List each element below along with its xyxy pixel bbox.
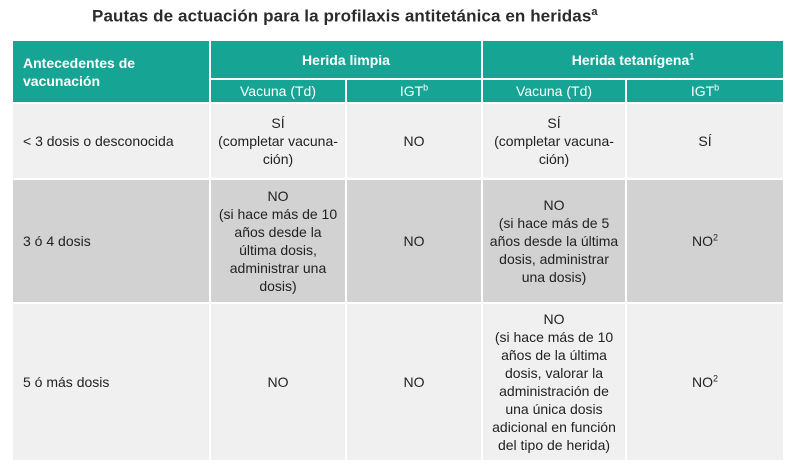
cell-tetanus-vaccine: SÍ (completar vacuna- ción): [482, 103, 626, 179]
title-footnote-marker: a: [591, 6, 598, 18]
table-row: [12, 303, 784, 461]
table-row: [12, 103, 784, 179]
header-clean-wound: Herida limpia: [210, 40, 482, 79]
subheader-clean-igt: IGT$^b$: [346, 79, 482, 103]
row-label-3-4-doses: 3 ó 4 dosis: [12, 179, 210, 303]
prophylaxis-table: [11, 39, 785, 462]
subheader-tetanus-igt: IGT$^b$: [626, 79, 784, 103]
cell-tetanus-igt: $NO^2$: [626, 303, 784, 461]
subheader-clean-vaccine: Vacuna (Td): [210, 79, 346, 103]
cell-clean-igt: NO: [346, 303, 482, 461]
row-label-5-plus-doses: 5 ó más dosis: [12, 303, 210, 461]
cell-clean-igt: NO: [346, 179, 482, 303]
table-row: [12, 179, 784, 303]
cell-tetanus-vaccine: NO (si hace más de 5 años desde la última dosis, administrar una dosis): [482, 179, 626, 303]
cell-clean-vaccine: NO (si hace más de 10 años desde la última dosis, administrar una dosis): [210, 179, 346, 303]
cell-clean-igt: NO: [346, 103, 482, 179]
subheader-tetanus-vaccine: Vacuna (Td): [482, 79, 626, 103]
cell-clean-vaccine: NO: [210, 303, 346, 461]
header-vaccination-history: Antecedentes de vacunación: [12, 40, 210, 103]
cell-clean-vaccine: SÍ (completar vacuna- ción): [210, 103, 346, 179]
table-title: Pautas de actuación para la profilaxis antitetánica en heridas$^a$: [92, 6, 598, 26]
cell-tetanus-igt: SÍ: [626, 103, 784, 179]
cell-tetanus-vaccine: NO (si hace más de 10 años de la última dosis, valorar la administración de una única dosis adicional en función del tipo de herida): [482, 303, 626, 461]
header-tetanus-prone-wound: Herida tetanígena$^1$: [482, 40, 784, 79]
cell-tetanus-igt: $NO^2$: [626, 179, 784, 303]
row-label-lt3-doses: < 3 dosis o desconocida: [12, 103, 210, 179]
